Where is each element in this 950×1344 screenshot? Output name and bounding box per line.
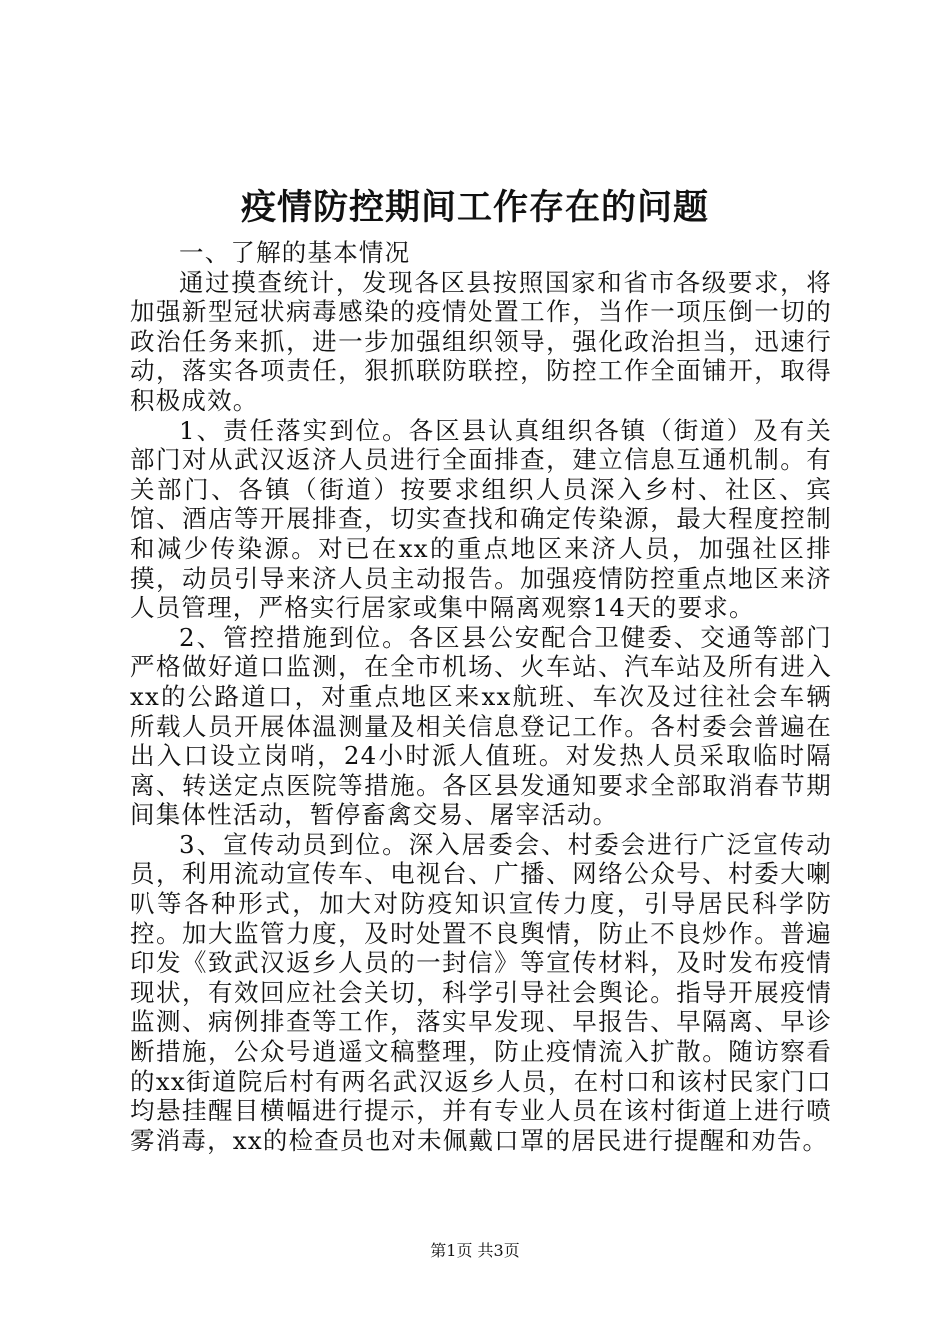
document-title: 疫情防控期间工作存在的问题	[240, 187, 709, 228]
paragraph-intro: 通过摸查统计，发现各区县按照国家和省市各级要求，将加强新型冠状病毒感染的疫情处置工作，当作一项压倒一切的政治任务来抓，进一步加强组织领导，强化政治担当，迅速行动，落实各项责任，狠抓联防联控，防控工作全面铺开，取得积极成效。	[130, 267, 832, 415]
paragraph-responsibility: 1、责任落实到位。各区县认真组织各镇（街道）及有关部门对从武汉返济人员进行全面排查，建立信息互通机制。有关部门、各镇（街道）按要求组织人员深入乡村、社区、宾馆、酒店等开展排查，切实查找和确定传染源，最大程度控制和减少传染源。对已在xx的重点地区来济人员，加强社区排摸，动员引导来济人员主动报告。加强疫情防控重点地区来济人员管理，严格实行居家或集中隔离观察14天的要求。	[130, 415, 832, 623]
section-heading: 一、了解的基本情况	[179, 238, 411, 267]
paragraph-control-measures: 2、管控措施到位。各区县公安配合卫健委、交通等部门严格做好道口监测，在全市机场、火车站、汽车站及所有进入xx的公路道口，对重点地区来xx航班、车次及过往社会车辆所载人员开展体温测量及相关信息登记工作。各村委会普遍在出入口设立岗哨，24小时派人值班。对发热人员采取临时隔离、转送定点医院等措施。各区县发通知要求全部取消春节期间集体性活动，暂停畜禽交易、屠宰活动。	[130, 622, 832, 830]
document-body	[130, 238, 832, 1155]
paragraph-publicity: 3、宣传动员到位。深入居委会、村委会进行广泛宣传动员，利用流动宣传车、电视台、广播、网络公众号、村委大喇叭等各种形式，加大对防疫知识宣传力度，引导居民科学防控。加大监管力度，及时处置不良舆情，防止不良炒作。普遍印发《致武汉返乡人员的一封信》等宣传材料，及时发布疫情现状，有效回应社会关切，科学引导社会舆论。指导开展疫情监测、病例排查等工作，落实早发现、早报告、早隔离、早诊断措施，公众号逍遥文稿整理，防止疫情流入扩散。随访察看的xx街道院后村有两名武汉返乡人员，在村口和该村民家门口均悬挂醒目横幅进行提示，并有专业人员在该村街道上进行喷雾消毒，xx的检查员也对未佩戴口罩的居民进行提醒和劝告。	[130, 829, 832, 1155]
page-number-footer: 第1页 共3页	[430, 1241, 520, 1260]
